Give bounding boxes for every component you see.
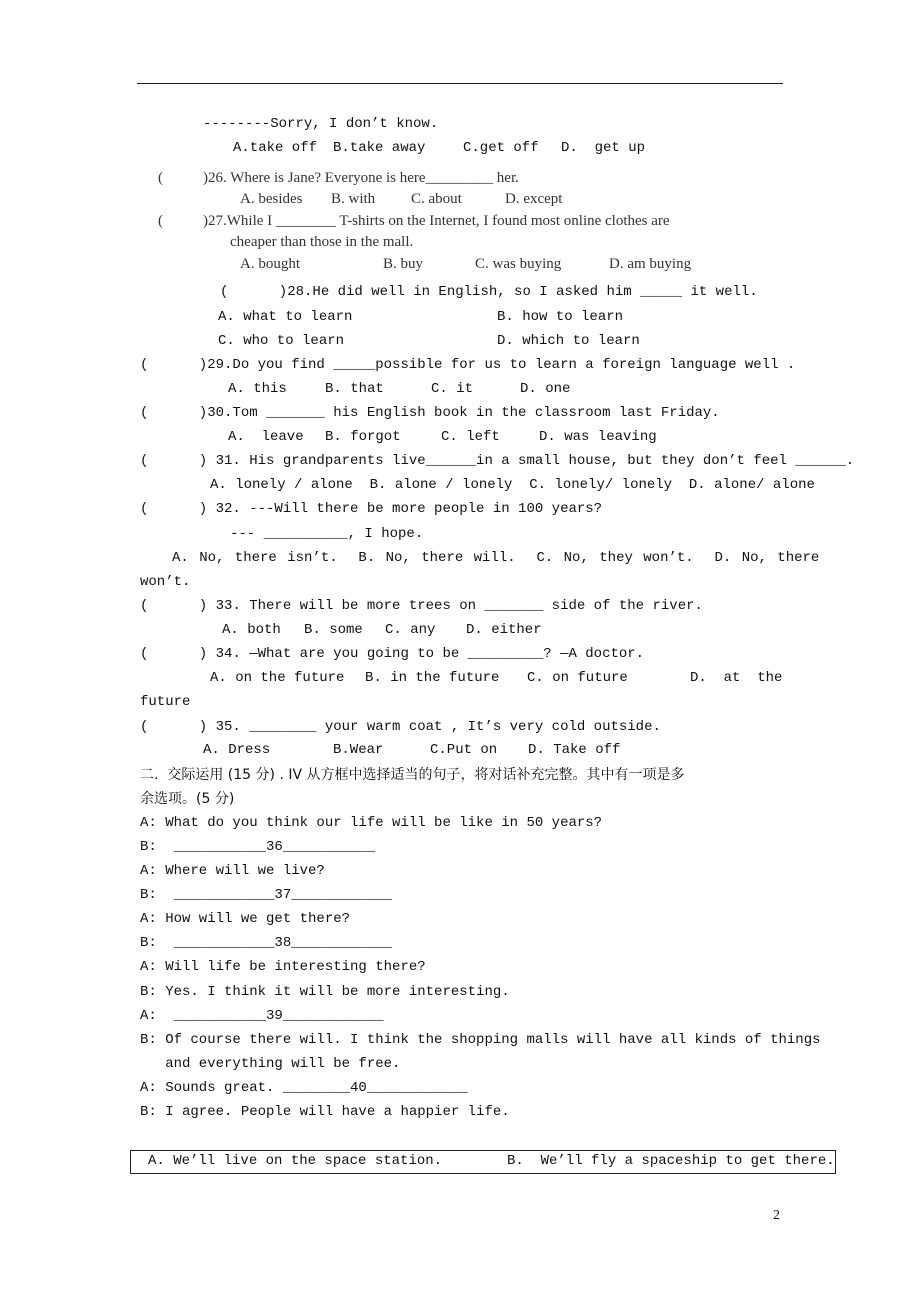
q30-stem: ( )30.Tom _______ his English book in the classroom last Friday. xyxy=(140,405,720,421)
q27-option-a: A. bought xyxy=(240,256,300,272)
q28-option-d: D. which to learn xyxy=(497,333,640,349)
q28-option-b: B. how to learn xyxy=(497,309,624,325)
q33-option-b: B. some xyxy=(304,622,363,638)
q28-option-a: A. what to learn xyxy=(218,309,353,325)
q34-option-d: D. at the xyxy=(690,670,783,686)
q35-option-b: B.Wear xyxy=(333,742,384,758)
dialogue-line: and everything will be free. xyxy=(140,1056,401,1072)
page-number: 2 xyxy=(773,1208,780,1223)
q27-option-c: C. was buying xyxy=(475,256,562,272)
q33-option-a: A. both xyxy=(222,622,281,638)
section2-heading: 二. 交际运用 (15 分) . IV 从方框中选择适当的句子，将对话补充完整。其中有一项是多 xyxy=(140,767,685,783)
q26-option-d: D. except xyxy=(505,191,563,207)
q31-options: A. lonely / alone B. alone / lonely C. lonely/ lonely D. alone/ alone xyxy=(210,477,815,493)
q27-option-d: D. am buying xyxy=(609,256,692,272)
header-rule xyxy=(137,83,783,84)
dialogue-line: A: What do you think our life will be like in 50 years? xyxy=(140,815,603,831)
q26-option-a: A. besides xyxy=(240,191,303,207)
q30-option-c: C. left xyxy=(441,429,500,445)
q25-option-c: C.get off xyxy=(463,140,539,156)
choice-b: B. We’ll fly a spaceship to get there. xyxy=(507,1153,835,1169)
q31-stem: ( ) 31. His grandparents live______in a small house, but they don’t feel ______. xyxy=(140,453,855,469)
q34-stem: ( ) 34. —What are you going to be _________? —A doctor. xyxy=(140,646,645,662)
q30-option-a: A. leave xyxy=(228,429,304,445)
q27-stem-cont: cheaper than those in the mall. xyxy=(230,234,414,250)
dialogue-line: B: I agree. People will have a happier life. xyxy=(140,1104,510,1120)
q29-option-d: D. one xyxy=(520,381,571,397)
q35-option-c: C.Put on xyxy=(430,742,498,758)
q25-option-a: A.take off xyxy=(233,140,318,156)
q26-option-c: C. about xyxy=(411,191,462,207)
q25-option-b: B.take away xyxy=(333,140,426,156)
q28-option-c: C. who to learn xyxy=(218,333,345,349)
q26-paren: ( xyxy=(158,170,163,186)
q29-stem: ( )29.Do you find _____possible for us to learn a foreign language well . xyxy=(140,357,796,373)
q34-option-d-cont: future xyxy=(140,694,191,710)
q30-option-d: D. was leaving xyxy=(539,429,657,445)
q35-option-d: D. Take off xyxy=(528,742,621,758)
q29-option-a: A. this xyxy=(228,381,287,397)
dialogue-line: B: ____________37____________ xyxy=(140,887,393,903)
dialogue-line: A: Sounds great. ________40____________ xyxy=(140,1080,468,1096)
q33-option-c: C. any xyxy=(385,622,436,638)
q27-paren: ( xyxy=(158,213,163,229)
q32-reply: --- __________, I hope. xyxy=(230,526,424,542)
dialogue-line: A: Where will we live? xyxy=(140,863,325,879)
q32-stem: ( ) 32. ---Will there be more people in 100 years? xyxy=(140,501,603,517)
q25-option-d: D. get up xyxy=(561,140,646,156)
q35-stem: ( ) 35. ________ your warm coat , It’s very cold outside. xyxy=(140,719,661,735)
q29-option-b: B. that xyxy=(325,381,384,397)
q33-option-d: D. either xyxy=(466,622,542,638)
dialogue-line: B: ____________38____________ xyxy=(140,935,393,951)
q34-option-b: B. in the future xyxy=(365,670,500,686)
q25-reply: --------Sorry, I don’t know. xyxy=(203,116,439,132)
q28-stem: ( )28.He did well in English, so I asked him _____ it well. xyxy=(220,284,758,300)
dialogue-line: A: Will life be interesting there? xyxy=(140,959,426,975)
dialogue-line: B: ___________36___________ xyxy=(140,839,376,855)
q32-options-cont: won’t. xyxy=(140,574,191,590)
q27-stem: )27.While I ________ T-shirts on the Internet, I found most online clothes are xyxy=(203,213,670,229)
q26-stem: )26. Where is Jane? Everyone is here_________ her. xyxy=(203,170,519,186)
q33-stem: ( ) 33. There will be more trees on _______ side of the river. xyxy=(140,598,703,614)
q34-option-c: C. on future xyxy=(527,670,628,686)
q29-option-c: C. it xyxy=(431,381,474,397)
dialogue-line: A: ___________39____________ xyxy=(140,1008,384,1024)
section2-heading-cont: 余选项。(5 分) xyxy=(140,791,235,807)
q32-options: A. No, there isn’t. B. No, there will. C. No, they won’t. D. No, there xyxy=(172,550,820,566)
dialogue-line: B: Of course there will. I think the shopping malls will have all kinds of things xyxy=(140,1032,821,1048)
q26-option-b: B. with xyxy=(331,191,376,207)
q34-option-a: A. on the future xyxy=(210,670,345,686)
dialogue-line: B: Yes. I think it will be more interesting. xyxy=(140,984,510,1000)
q35-option-a: A. Dress xyxy=(203,742,271,758)
dialogue-line: A: How will we get there? xyxy=(140,911,351,927)
q30-option-b: B. forgot xyxy=(325,429,401,445)
q27-option-b: B. buy xyxy=(383,256,424,272)
choice-a: A. We’ll live on the space station. xyxy=(148,1153,443,1169)
